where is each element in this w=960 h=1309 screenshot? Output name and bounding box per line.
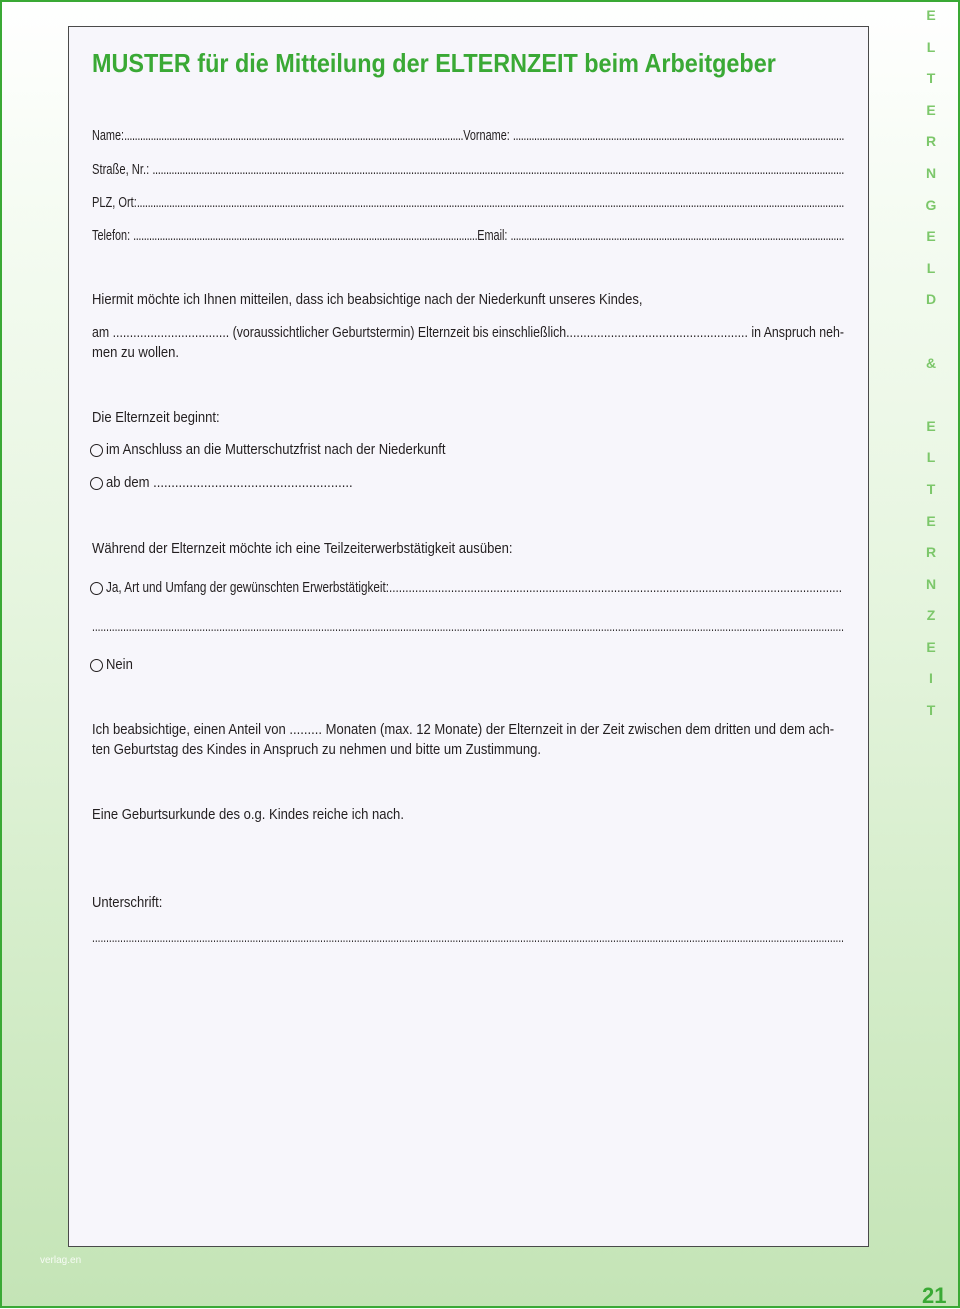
- side-letter: Z: [926, 607, 936, 624]
- side-letter: E: [926, 101, 936, 118]
- side-letter: E: [926, 638, 936, 655]
- radio-label: ab dem .......................................................: [106, 475, 353, 491]
- intro-line-1: Hiermit möchte ich Ihnen mitteilen, dass ich beabsichtige nach der Niederkunft unseres Kindes,: [92, 292, 643, 308]
- vorname-field[interactable]: .............................................................................................................................: [512, 128, 845, 144]
- side-letter: N: [925, 575, 937, 592]
- page-number: 21: [922, 1283, 947, 1308]
- part-time-heading: Während der Elternzeit möchte ich eine Teilzeiterwerbstätigkeit ausüben:: [92, 541, 513, 557]
- part-time-details-field[interactable]: ..........................................................................................................................................................................................................................................................................: [92, 619, 844, 635]
- certificate-text: Eine Geburtsurkunde des o.g. Kindes reiche ich nach.: [92, 807, 404, 823]
- radio-circle-icon[interactable]: [90, 659, 103, 672]
- part-time-yes-option[interactable]: [90, 578, 960, 598]
- side-letter: E: [926, 7, 936, 23]
- plz-field[interactable]: .......................................................................................................................................................................................................................................................................: [136, 195, 845, 211]
- part-time-no-option[interactable]: [90, 655, 136, 675]
- side-letter: D: [925, 291, 937, 308]
- phone-row: [92, 226, 844, 246]
- radio-label: im Anschluss an die Mutterschutzfrist nach der Niederkunft: [106, 442, 446, 458]
- street-row: [92, 160, 844, 180]
- side-letter: L: [926, 38, 936, 55]
- share-text-line-1: Ich beabsichtige, einen Anteil von ......... Monaten (max. 12 Monate) der Elternzeit in der Zeit zwischen dem dritten und dem ach-: [92, 722, 835, 738]
- side-letter: R: [925, 544, 937, 561]
- radio-label: Ja, Art und Umfang der gewünschten Erwerbstätigkeit:...........................................................................................................................................: [106, 580, 842, 596]
- street-label: Straße, Nr.:: [92, 162, 153, 178]
- name-label: Name:: [92, 128, 125, 144]
- share-text-line-2: ten Geburtstag des Kindes in Anspruch zu nehmen und bitte um Zustimmung.: [92, 742, 542, 758]
- footer-watermark: verlag.en: [40, 1255, 82, 1266]
- side-letter: T: [926, 70, 936, 87]
- side-letter: I: [929, 670, 933, 687]
- side-letter: [924, 379, 938, 411]
- side-letter: L: [926, 259, 936, 276]
- vorname-label: Vorname:: [463, 128, 513, 144]
- begin-option-after-maternity[interactable]: [90, 440, 483, 460]
- side-letter: G: [925, 196, 937, 213]
- radio-circle-icon[interactable]: [90, 444, 103, 457]
- side-letter: [924, 316, 938, 348]
- radio-circle-icon[interactable]: [90, 477, 103, 490]
- side-letter: &: [925, 354, 937, 371]
- plz-row: [92, 193, 844, 213]
- side-letter: E: [926, 228, 936, 245]
- phone-label: Telefon:: [92, 228, 134, 244]
- name-field[interactable]: ................................................................................................................................: [124, 128, 464, 144]
- radio-circle-icon[interactable]: [90, 582, 103, 595]
- signature-label: Unterschrift:: [92, 895, 163, 911]
- side-letter: E: [926, 417, 936, 434]
- email-label: Email:: [477, 228, 511, 244]
- side-letter: T: [926, 702, 936, 719]
- side-title: [924, 0, 938, 727]
- phone-field[interactable]: ..................................................................................................................................: [133, 228, 478, 244]
- email-field[interactable]: ..............................................................................................................................: [510, 228, 845, 244]
- street-field[interactable]: ..............................................................................................................................................................................................................................................................: [152, 162, 845, 178]
- form-title: MUSTER für die Mitteilung der ELTERNZEIT beim Arbeitgeber: [92, 48, 776, 78]
- side-letter: E: [926, 512, 936, 529]
- radio-label: Nein: [106, 657, 133, 673]
- name-row: [92, 126, 844, 146]
- begin-heading: Die Elternzeit beginnt:: [92, 410, 220, 426]
- signature-field[interactable]: ...........................................................................................................................................................................................................................................................................: [92, 930, 844, 946]
- intro-line-2: am .................................. (voraussichtlicher Geburtstermin) Elternzeit bis einschließlich..................................................... in Anspruch neh-: [92, 325, 845, 341]
- side-letter: N: [925, 164, 937, 181]
- side-letter: L: [926, 449, 936, 466]
- side-letter: T: [926, 480, 936, 497]
- plz-label: PLZ, Ort:: [92, 195, 137, 211]
- side-letter: R: [925, 133, 937, 150]
- begin-option-from-date[interactable]: [90, 473, 380, 493]
- intro-line-3: men zu wollen.: [92, 345, 180, 361]
